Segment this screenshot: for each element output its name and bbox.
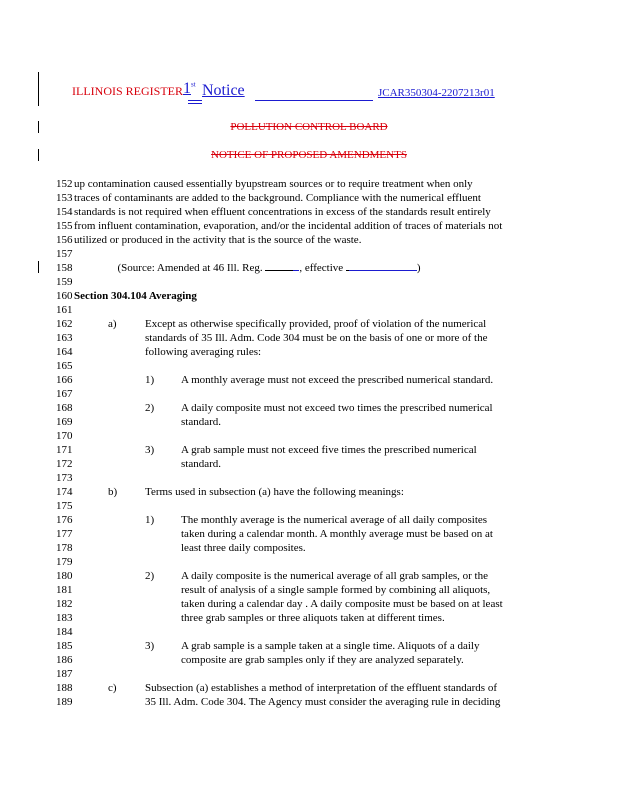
line-number: 168 — [56, 402, 73, 414]
line-text: up contamination caused essentially byupstream sources or to require treatment when only — [74, 178, 473, 190]
list-text: 35 Ill. Adm. Code 304. The Agency must consider the averaging rule in deciding — [145, 696, 501, 708]
line-number: 162 — [56, 318, 73, 330]
section-heading: 160 Section 304.104 Averaging — [56, 290, 197, 302]
change-bar-source — [38, 261, 39, 273]
list-label: a) — [108, 318, 117, 330]
intro-line — [56, 191, 481, 205]
line-number: 157 — [56, 248, 73, 260]
list-text: Except as otherwise specifically provided, proof of violation of the numerical — [145, 318, 487, 330]
line-number: 156 — [56, 234, 73, 246]
effective-blank — [349, 270, 417, 271]
list-text: A grab sample must not exceed five times the prescribed numerical — [181, 444, 477, 456]
double-underline — [188, 100, 202, 104]
intro-line — [56, 177, 473, 191]
list-label: 2) — [145, 570, 155, 582]
line-number: 179 — [56, 556, 73, 568]
line-number: 169 — [56, 416, 73, 428]
list-label: b) — [108, 486, 118, 498]
list-text: standard. — [181, 458, 222, 470]
list-text: least three daily composites. — [181, 542, 306, 554]
list-text: following averaging rules: — [145, 346, 262, 358]
line-number: 170 — [56, 430, 73, 442]
change-bar-header — [38, 72, 39, 106]
header-rule — [255, 100, 373, 101]
page-number: 1st — [183, 80, 196, 97]
intro-line — [56, 205, 491, 219]
line-number: 172 — [56, 458, 73, 470]
line-number: 153 — [56, 192, 73, 204]
list-label: 3) — [145, 444, 155, 456]
board-name: POLLUTION CONTROL BOARD — [230, 121, 388, 133]
list-text: standards of 35 Ill. Adm. Code 304 must be on the basis of one or more of the — [145, 332, 488, 344]
list-text: Subsection (a) establishes a method of interpretation of the effluent standards of — [145, 682, 497, 694]
line-number: 178 — [56, 542, 73, 554]
list-text: A daily composite must not exceed two times the prescribed numerical — [181, 402, 493, 414]
intro-line — [56, 233, 361, 247]
list-text: taken during a calendar day . A daily composite must be based on at least — [181, 598, 503, 610]
list-label: 1) — [145, 374, 155, 386]
list-text: result of analysis of a single sample formed by combining all aliquots, — [181, 584, 491, 596]
line-number: 154 — [56, 206, 73, 218]
notice-label: Notice — [202, 82, 245, 99]
line-number: 167 — [56, 388, 73, 400]
line-number: 152 — [56, 178, 73, 190]
list-label: 1) — [145, 514, 155, 526]
list-text: A grab sample is a sample taken at a single time. Aliquots of a daily — [181, 640, 480, 652]
line-number: 171 — [56, 444, 73, 456]
line-number: 164 — [56, 346, 73, 358]
line-number: 174 — [56, 486, 73, 498]
list-text: Terms used in subsection (a) have the following meanings: — [145, 486, 404, 498]
list-text: The monthly average is the numerical average of all daily composites — [181, 514, 488, 526]
line-number: 165 — [56, 360, 73, 372]
line-number: 182 — [56, 598, 73, 610]
line-number: 189 — [56, 696, 73, 708]
line-number: 183 — [56, 612, 73, 624]
line-number: 180 — [56, 570, 73, 582]
list-text: A monthly average must not exceed the prescribed numerical standard. — [181, 374, 494, 386]
line-text: standards is not required when effluent concentrations in excess of the standards result entirely — [74, 206, 491, 218]
line-number: 175 — [56, 500, 73, 512]
notice-title: NOTICE OF PROPOSED AMENDMENTS — [211, 149, 407, 161]
line-number: 186 — [56, 654, 73, 666]
list-text: composite are grab samples only if they are analyzed separately. — [181, 654, 464, 666]
line-number: 188 — [56, 682, 73, 694]
line-number: 163 — [56, 332, 73, 344]
jcar-code: JCAR350304-2207213r01 — [378, 87, 495, 99]
line-number: 166 — [56, 374, 73, 386]
list-text: A daily composite is the numerical average of all grab samples, or the — [181, 570, 488, 582]
list-text: taken during a calendar month. A monthly average must be based on at — [181, 528, 493, 540]
line-text: from influent contamination, evaporation, and/or the incidental addition of traces of materials not — [74, 220, 503, 232]
reg-blank — [265, 270, 293, 271]
line-text: traces of contaminants are added to the background. Compliance with the numerical effluent — [74, 192, 481, 204]
line-number: 155 — [56, 220, 73, 232]
register-name: ILLINOIS REGISTER — [72, 84, 183, 98]
line-number: 176 — [56, 514, 73, 526]
line-number: 185 — [56, 640, 73, 652]
line-number: 159 — [56, 276, 73, 288]
line-number: 161 — [56, 304, 73, 316]
list-label: 2) — [145, 402, 155, 414]
line-number: 181 — [56, 584, 73, 596]
list-label: c) — [108, 682, 117, 694]
register-header — [72, 82, 183, 100]
line-text: utilized or produced in the activity that is the source of the waste. — [74, 234, 362, 246]
list-text: standard. — [181, 416, 222, 428]
list-text: three grab samples or three aliquots taken at different times. — [181, 612, 445, 624]
line-number: 177 — [56, 528, 73, 540]
intro-line — [56, 219, 502, 233]
list-label: 3) — [145, 640, 155, 652]
line-number: 184 — [56, 626, 73, 638]
line-number: 187 — [56, 668, 73, 680]
source-line: 158 (Source: Amended at 46 Ill. Reg. , effective ) — [56, 262, 421, 274]
line-number: 173 — [56, 472, 73, 484]
